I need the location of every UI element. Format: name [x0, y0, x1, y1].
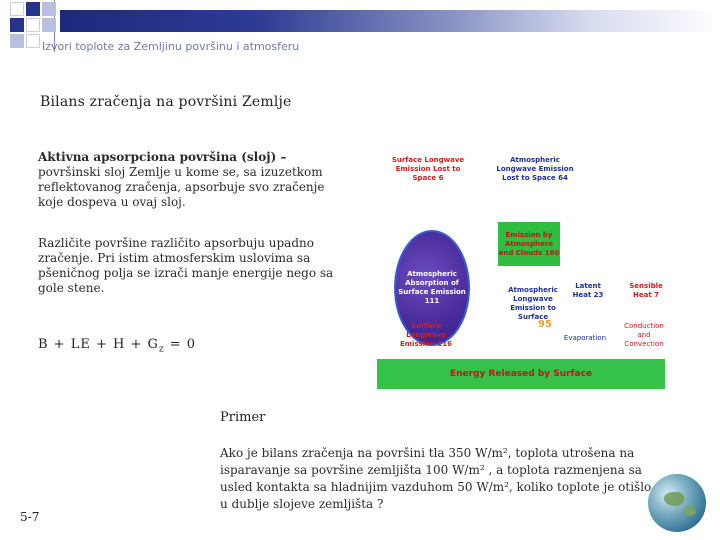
label-absorption: Atmospheric Absorption of Surface Emission 111 [398, 270, 466, 305]
label-surface-lost: Surface Longwave Emission Lost to Space 6 [391, 156, 465, 182]
emission-box [498, 222, 560, 266]
formula-end: = 0 [164, 337, 197, 352]
header-square [10, 2, 24, 16]
header-square [26, 18, 40, 32]
globe-land-shape [684, 506, 696, 516]
header-square [42, 18, 56, 32]
label-conduction: Conduction and Convection [624, 322, 664, 348]
label-surface-longwave: Surface Longwave Emission 116 [399, 322, 453, 348]
header-square [10, 34, 24, 48]
label-latent-heat: Latent Heat 23 [572, 282, 604, 299]
label-evaporation: Evaporation [563, 334, 607, 342]
paragraph-active-surface-text: površinski sloj Zemlje u kome se, sa izuzetkom reflektovanog zračenja, apsorbuje svo zračenje koje dospeva u ovaj sloj. [38, 165, 325, 209]
balance-formula [38, 337, 196, 355]
label-sensible-heat: Sensible Heat 7 [629, 282, 663, 299]
label-value-95: 95 [538, 319, 552, 330]
paragraph-active-surface-heading: Aktivna apsorpciona površina (sloj) – [38, 150, 287, 164]
slide-title: Bilans zračenja na površini Zemlje [40, 94, 292, 110]
label-atm-emission-surface: Atmospheric Longwave Emission to Surface [508, 286, 558, 321]
energy-released-bar [377, 359, 665, 389]
label-atmospheric-lost: Atmospheric Longwave Emission Lost to Space 64 [496, 156, 574, 182]
header-square [26, 2, 40, 16]
header-square [10, 18, 24, 32]
label-energy-released: Energy Released by Surface [449, 369, 593, 379]
label-emission-clouds: Emission by Atmosphere and Clouds 160 [498, 230, 560, 257]
globe-land-shape [664, 492, 684, 506]
formula-subscript: z [158, 344, 165, 355]
formula-main: B + LE + H + G [38, 337, 159, 352]
header-square [26, 34, 40, 48]
header-band [60, 10, 720, 32]
paragraph-surfaces: Različite površine različito apsorbuju upadno zračenje. Pri istim atmosferskim uslovima sa pšeničnog polja se izrači manje energije nego sa gole stene. [38, 236, 334, 295]
slide-subtitle: Izvori toplote za Zemljinu površinu i atmosferu [42, 40, 300, 53]
energy-balance-diagram [370, 150, 670, 390]
header-square [42, 2, 56, 16]
slide-number: 5-7 [20, 510, 40, 524]
primer-heading: Primer [220, 410, 266, 425]
paragraph-active-surface [38, 150, 338, 210]
primer-text: Ako je bilans zračenja na površini tla 350 W/m², toplota utrošena na isparavanje sa površine zemljišta 100 W/m² , a toplota razmenjena sa usled kontakta sa hladnijim vazduhom 50 W/m², koliko toplote je otišlo u dublje slojeve zemljišta ? [220, 446, 652, 511]
